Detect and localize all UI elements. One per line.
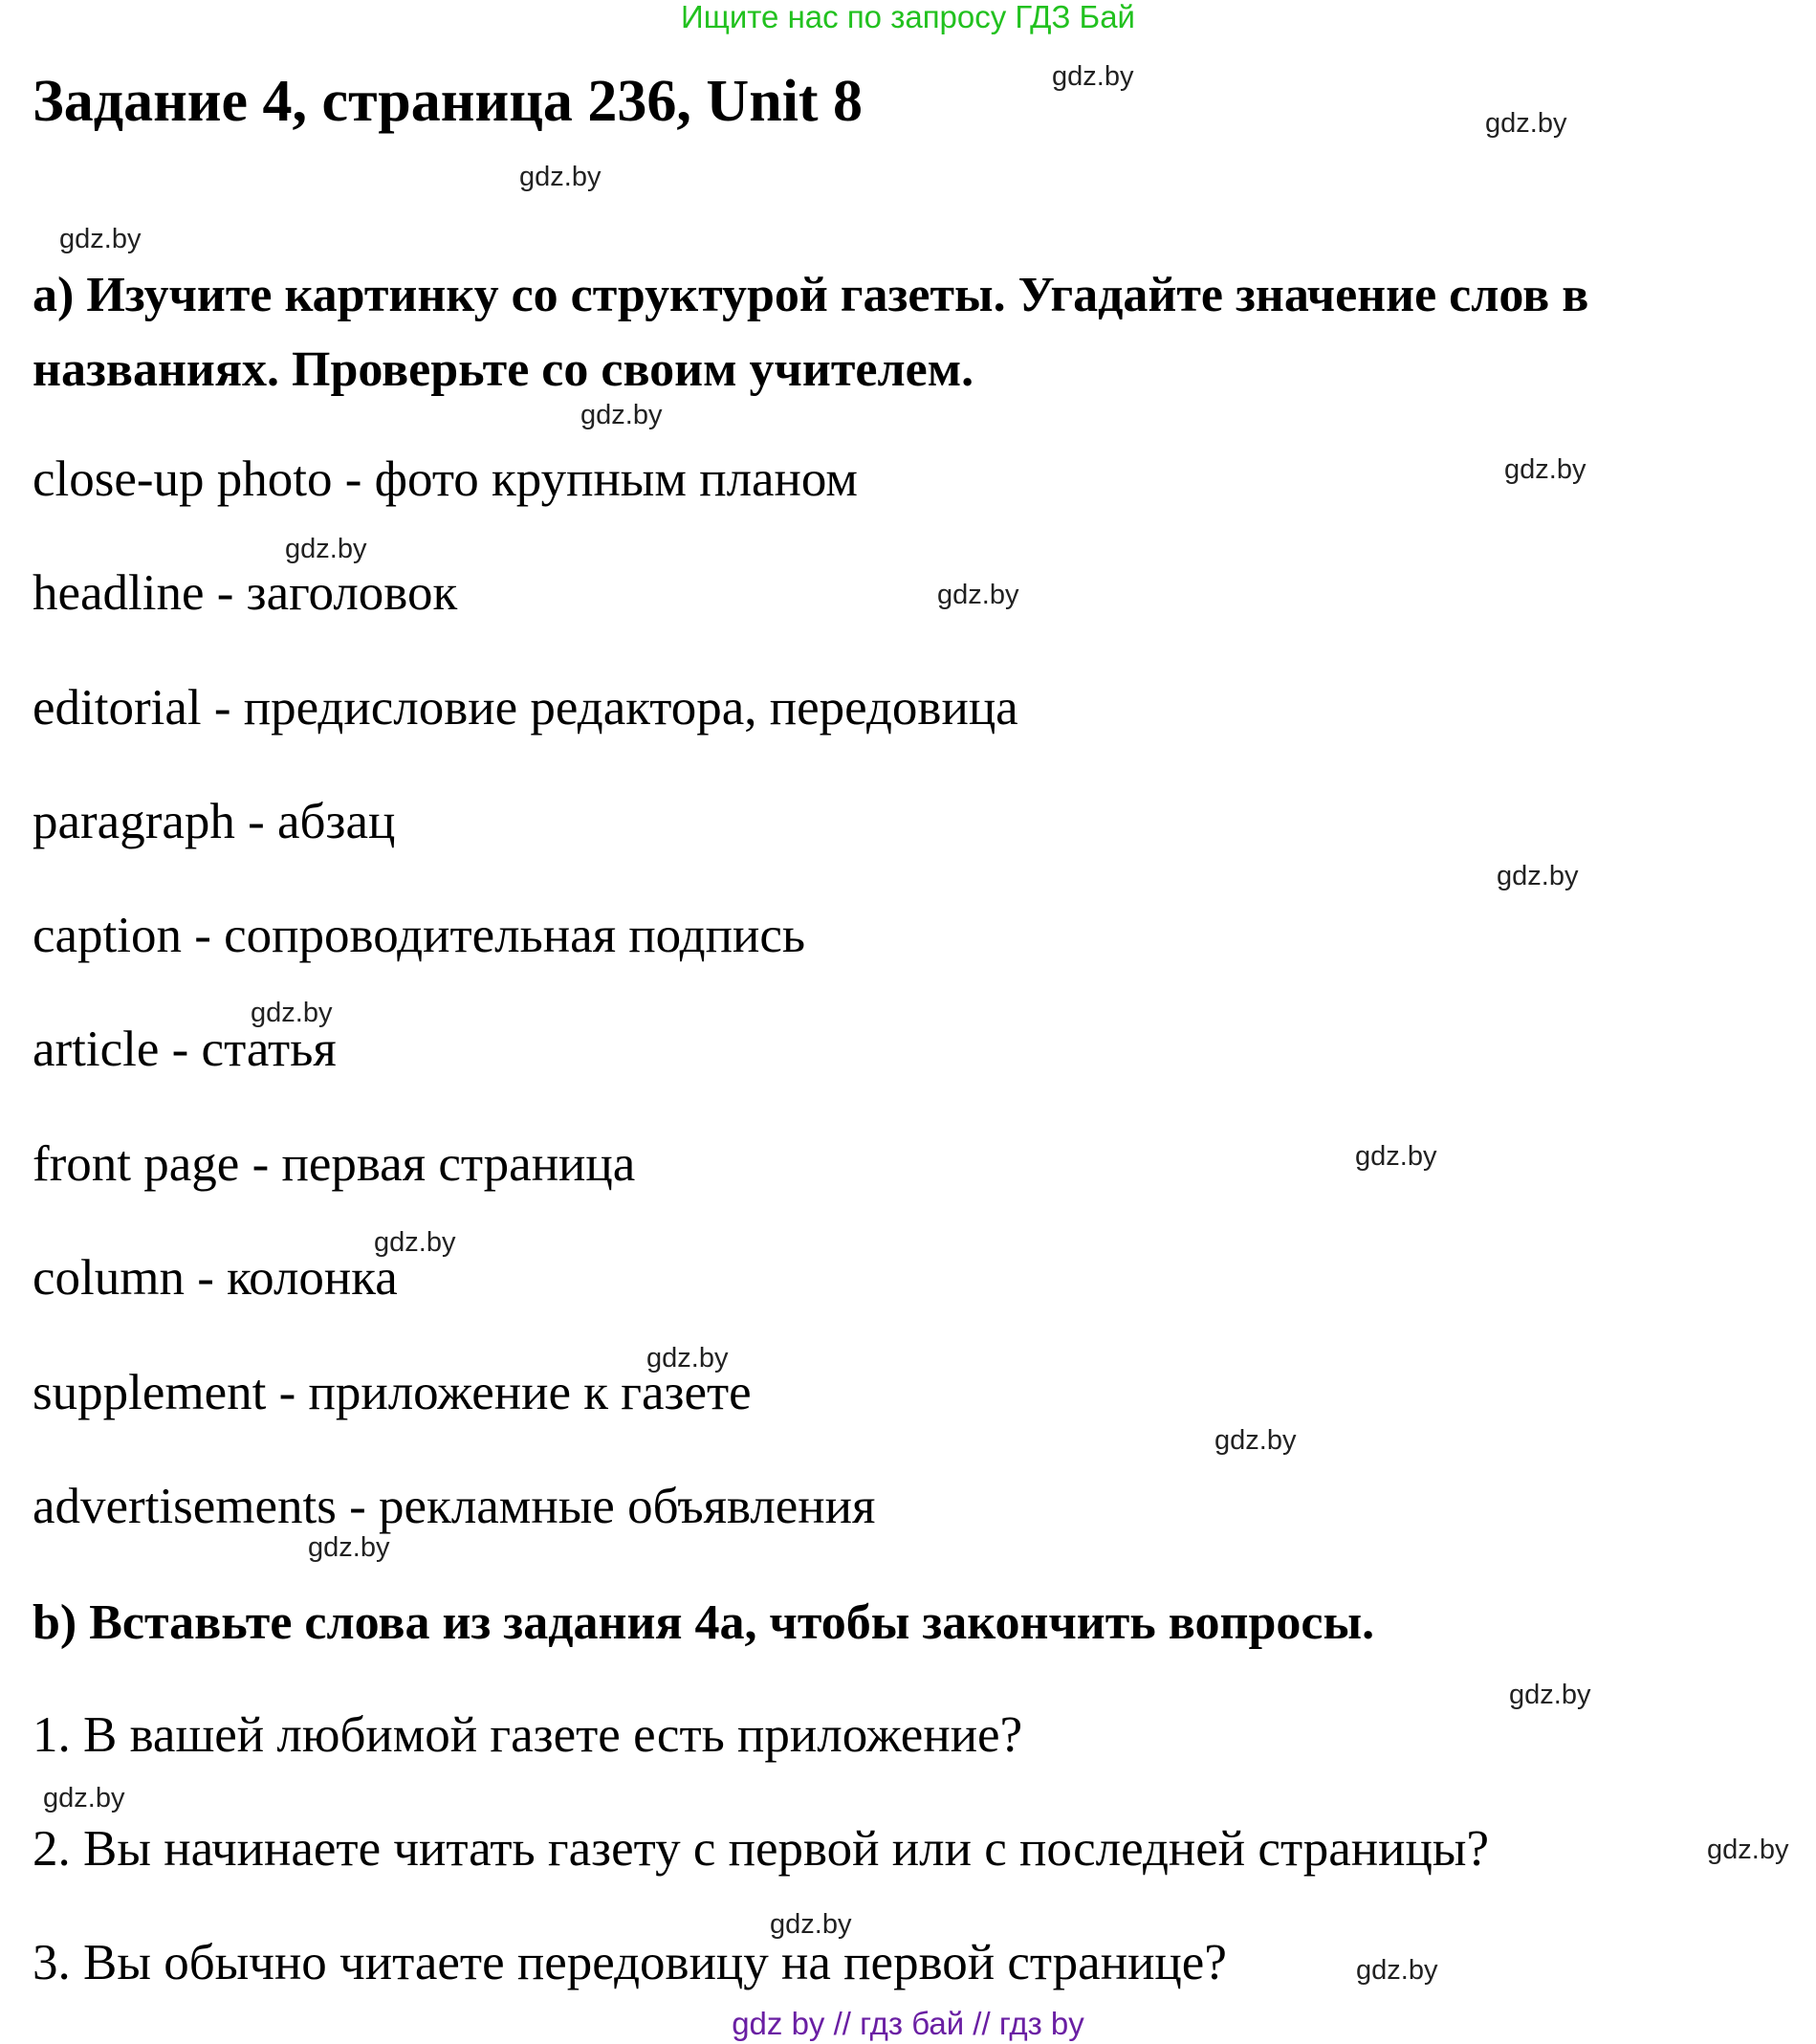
vocab-entry: column - колонка bbox=[33, 1250, 398, 1306]
watermark: gdz.by bbox=[1214, 1425, 1297, 1456]
watermark: gdz.by bbox=[374, 1227, 456, 1258]
watermark: gdz.by bbox=[519, 162, 602, 192]
watermark: gdz.by bbox=[1355, 1141, 1437, 1172]
watermark: gdz.by bbox=[59, 224, 142, 254]
watermark: gdz.by bbox=[251, 998, 333, 1028]
watermark: gdz.by bbox=[1509, 1680, 1591, 1710]
page-title: Задание 4, страница 236, Unit 8 bbox=[33, 69, 864, 134]
watermark: gdz.by bbox=[646, 1343, 729, 1374]
vocab-entry: close-up photo - фото крупным планом bbox=[33, 451, 858, 507]
watermark: gdz.by bbox=[770, 1909, 852, 1940]
vocab-entry: supplement - приложение к газете bbox=[33, 1365, 752, 1420]
vocab-entry: editorial - предисловие редактора, передовица bbox=[33, 680, 1018, 736]
question-item: 3. Вы обычно читаете передовицу на первой странице? bbox=[33, 1935, 1227, 1990]
watermark: gdz.by bbox=[1504, 454, 1586, 485]
footer-links: gdz by // гдз бай // гдз by bbox=[732, 2006, 1084, 2041]
task-a-instruction-line2: названиях. Проверьте со своим учителем. bbox=[33, 342, 974, 397]
watermark: gdz.by bbox=[1052, 61, 1134, 92]
watermark: gdz.by bbox=[1497, 861, 1579, 891]
vocab-entry: article - статья bbox=[33, 1022, 337, 1077]
vocab-entry: advertisements - рекламные объявления bbox=[33, 1479, 876, 1534]
vocab-entry: paragraph - абзац bbox=[33, 794, 396, 849]
vocab-entry: front page - первая страница bbox=[33, 1136, 636, 1192]
watermark: gdz.by bbox=[1485, 108, 1567, 139]
watermark: gdz.by bbox=[937, 580, 1019, 610]
watermark: gdz.by bbox=[285, 534, 367, 564]
task-a-instruction-line1: a) Изучите картинку со структурой газеты. Угадайте значение слов в bbox=[33, 268, 1589, 322]
question-item: 1. В вашей любимой газете есть приложение? bbox=[33, 1707, 1023, 1763]
watermark: gdz.by bbox=[43, 1783, 125, 1813]
question-item: 2. Вы начинаете читать газету с первой или с последней страницы? bbox=[33, 1821, 1489, 1877]
watermark: gdz.by bbox=[1356, 1955, 1438, 1986]
vocab-entry: headline - заголовок bbox=[33, 565, 458, 621]
watermark: gdz.by bbox=[580, 400, 663, 430]
watermark: gdz.by bbox=[1707, 1835, 1789, 1865]
vocab-entry: caption - сопроводительная подпись bbox=[33, 908, 806, 963]
watermark: gdz.by bbox=[308, 1532, 390, 1563]
search-banner: Ищите нас по запросу ГДЗ Бай bbox=[681, 0, 1135, 34]
task-b-instruction: b) Вставьте слова из задания 4а, чтобы закончить вопросы. bbox=[33, 1595, 1375, 1650]
